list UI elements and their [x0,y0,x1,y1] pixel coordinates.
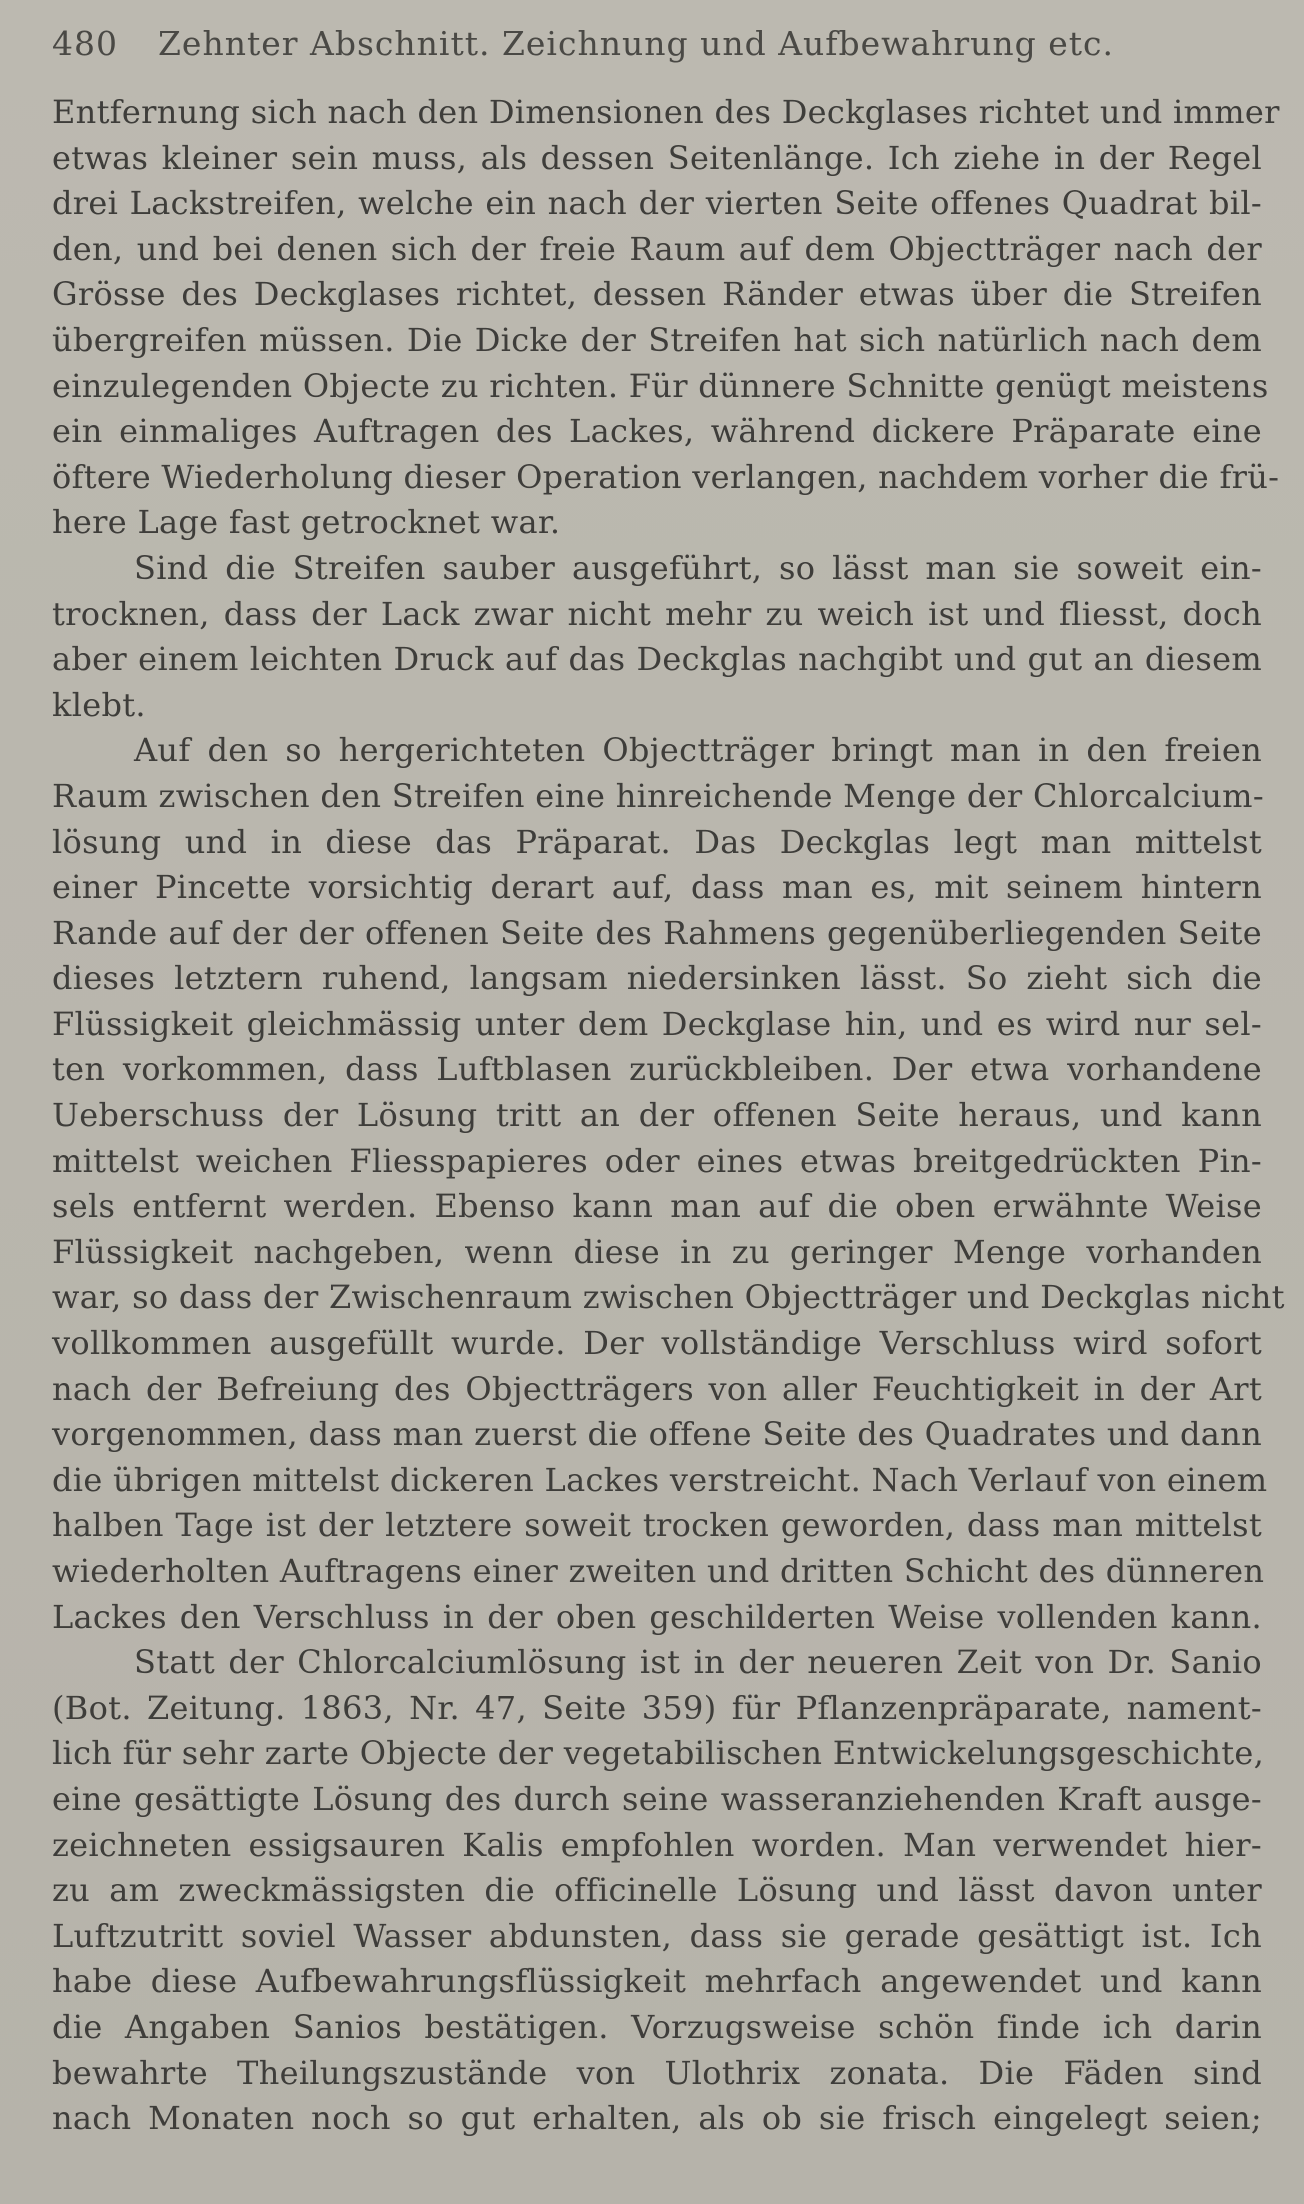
text-line: einzulegenden Objecte zu richten. Für dünnere Schnitte genügt meistens [52,366,1269,405]
running-title: Zehnter Abschnitt. Zeichnung und Aufbewahrung etc. [158,24,1114,63]
text-line: aber einem leichten Druck auf das Deckglas nachgibt und gut an diesem [52,640,1262,679]
text-line: here Lage fast getrocknet war. [52,503,561,542]
text-line: Sind die Streifen sauber ausgeführt, so lässt man sie soweit ein- [134,548,1262,587]
text-line: lösung und in diese das Präparat. Das Deckglas legt man mittelst [52,822,1262,861]
text-line: nach der Befreiung des Objectträgers von aller Feuchtigkeit in der Art [52,1369,1262,1408]
text-line: Statt der Chlorcalciumlösung ist in der neueren Zeit von Dr. Sanio [134,1643,1262,1682]
text-line: nach Monaten noch so gut erhalten, als ob sie frisch eingelegt seien; [52,2099,1262,2138]
text-line: die übrigen mittelst dickeren Lackes verstreicht. Nach Verlauf von einem [52,1460,1268,1499]
text-line: etwas kleiner sein muss, als dessen Seitenlänge. Ich ziehe in der Regel [52,138,1262,177]
text-line: ein einmaliges Auftragen des Lackes, während dickere Präparate eine [52,412,1262,451]
text-line: vollkommen ausgefüllt wurde. Der vollständige Verschluss wird sofort [52,1324,1262,1363]
text-line: den, und bei denen sich der freie Raum auf dem Objectträger nach der [52,229,1262,268]
text-line: Flüssigkeit nachgeben, wenn diese in zu geringer Menge vorhanden [52,1232,1262,1271]
text-line: Auf den so hergerichteten Objectträger bringt man in den freien [134,731,1262,770]
page-number: 480 [52,24,118,63]
text-line: zu am zweckmässigsten die officinelle Lösung und lässt davon unter [52,1871,1262,1910]
text-line: dieses letztern ruhend, langsam niedersinken lässt. So zieht sich die [52,959,1262,998]
text-line: Grösse des Deckglases richtet, dessen Ränder etwas über die Streifen [52,275,1262,314]
text-line: halben Tage ist der letztere soweit trocken geworden, dass man mittelst [52,1506,1262,1545]
text-line: eine gesättigte Lösung des durch seine wasseranziehenden Kraft ausge- [52,1779,1262,1818]
text-line: klebt. [52,685,146,724]
running-head [52,24,1272,63]
text-line: (Bot. Zeitung. 1863, Nr. 47, Seite 359) für Pflanzenpräparate, nament- [52,1688,1262,1727]
text-line: öftere Wiederholung dieser Operation verlangen, nachdem vorher die frü- [52,457,1280,496]
text-line: übergreifen müssen. Die Dicke der Streifen hat sich natürlich nach dem [52,320,1262,359]
text-line: vorgenommen, dass man zuerst die offene Seite des Quadrates und dann [52,1415,1262,1454]
text-line: lich für sehr zarte Objecte der vegetabilischen Entwickelungsgeschichte, [52,1734,1265,1773]
text-line: mittelst weichen Fliesspapieres oder eines etwas breitgedrückten Pin- [52,1141,1262,1180]
text-line: Entfernung sich nach den Dimensionen des Deckglases richtet und immer [52,93,1280,131]
text-line: Luftzutritt soviel Wasser abdunsten, dass sie gerade gesättigt ist. Ich [52,1916,1262,1955]
text-line: Raum zwischen den Streifen eine hinreichende Menge der Chlorcalcium- [52,776,1264,815]
text-line: trocknen, dass der Lack zwar nicht mehr zu weich ist und fliesst, doch [52,594,1262,633]
text-line: habe diese Aufbewahrungsflüssigkeit mehrfach angewendet und kann [52,1962,1262,2001]
text-line: drei Lackstreifen, welche ein nach der vierten Seite offenes Quadrat bil- [52,184,1262,223]
text-line: sels entfernt werden. Ebenso kann man auf die oben erwähnte Weise [52,1187,1262,1226]
text-line: einer Pincette vorsichtig derart auf, dass man es, mit seinem hintern [52,868,1262,907]
text-line: Ueberschuss der Lösung tritt an der offenen Seite heraus, und kann [52,1096,1262,1135]
text-line: die Angaben Sanios bestätigen. Vorzugsweise schön finde ich darin [52,2007,1262,2046]
text-line: bewahrte Theilungszustände von Ulothrix zonata. Die Fäden sind [52,2053,1262,2092]
text-line: Lackes den Verschluss in der oben geschilderten Weise vollenden kann. [52,1597,1262,1636]
text-line: war, so dass der Zwischenraum zwischen Objectträger und Deckglas nicht [52,1278,1285,1317]
body-text [52,90,1285,2142]
text-line: zeichneten essigsauren Kalis empfohlen worden. Man verwendet hier- [52,1825,1262,1864]
text-line: Flüssigkeit gleichmässig unter dem Deckglase hin, und es wird nur sel- [52,1004,1262,1043]
text-line: Rande auf der der offenen Seite des Rahmens gegenüberliegenden Seite [52,913,1262,952]
text-line: ten vorkommen, dass Luftblasen zurückbleiben. Der etwa vorhandene [52,1050,1262,1089]
text-line: wiederholten Auftragens einer zweiten und dritten Schicht des dünneren [52,1552,1265,1590]
